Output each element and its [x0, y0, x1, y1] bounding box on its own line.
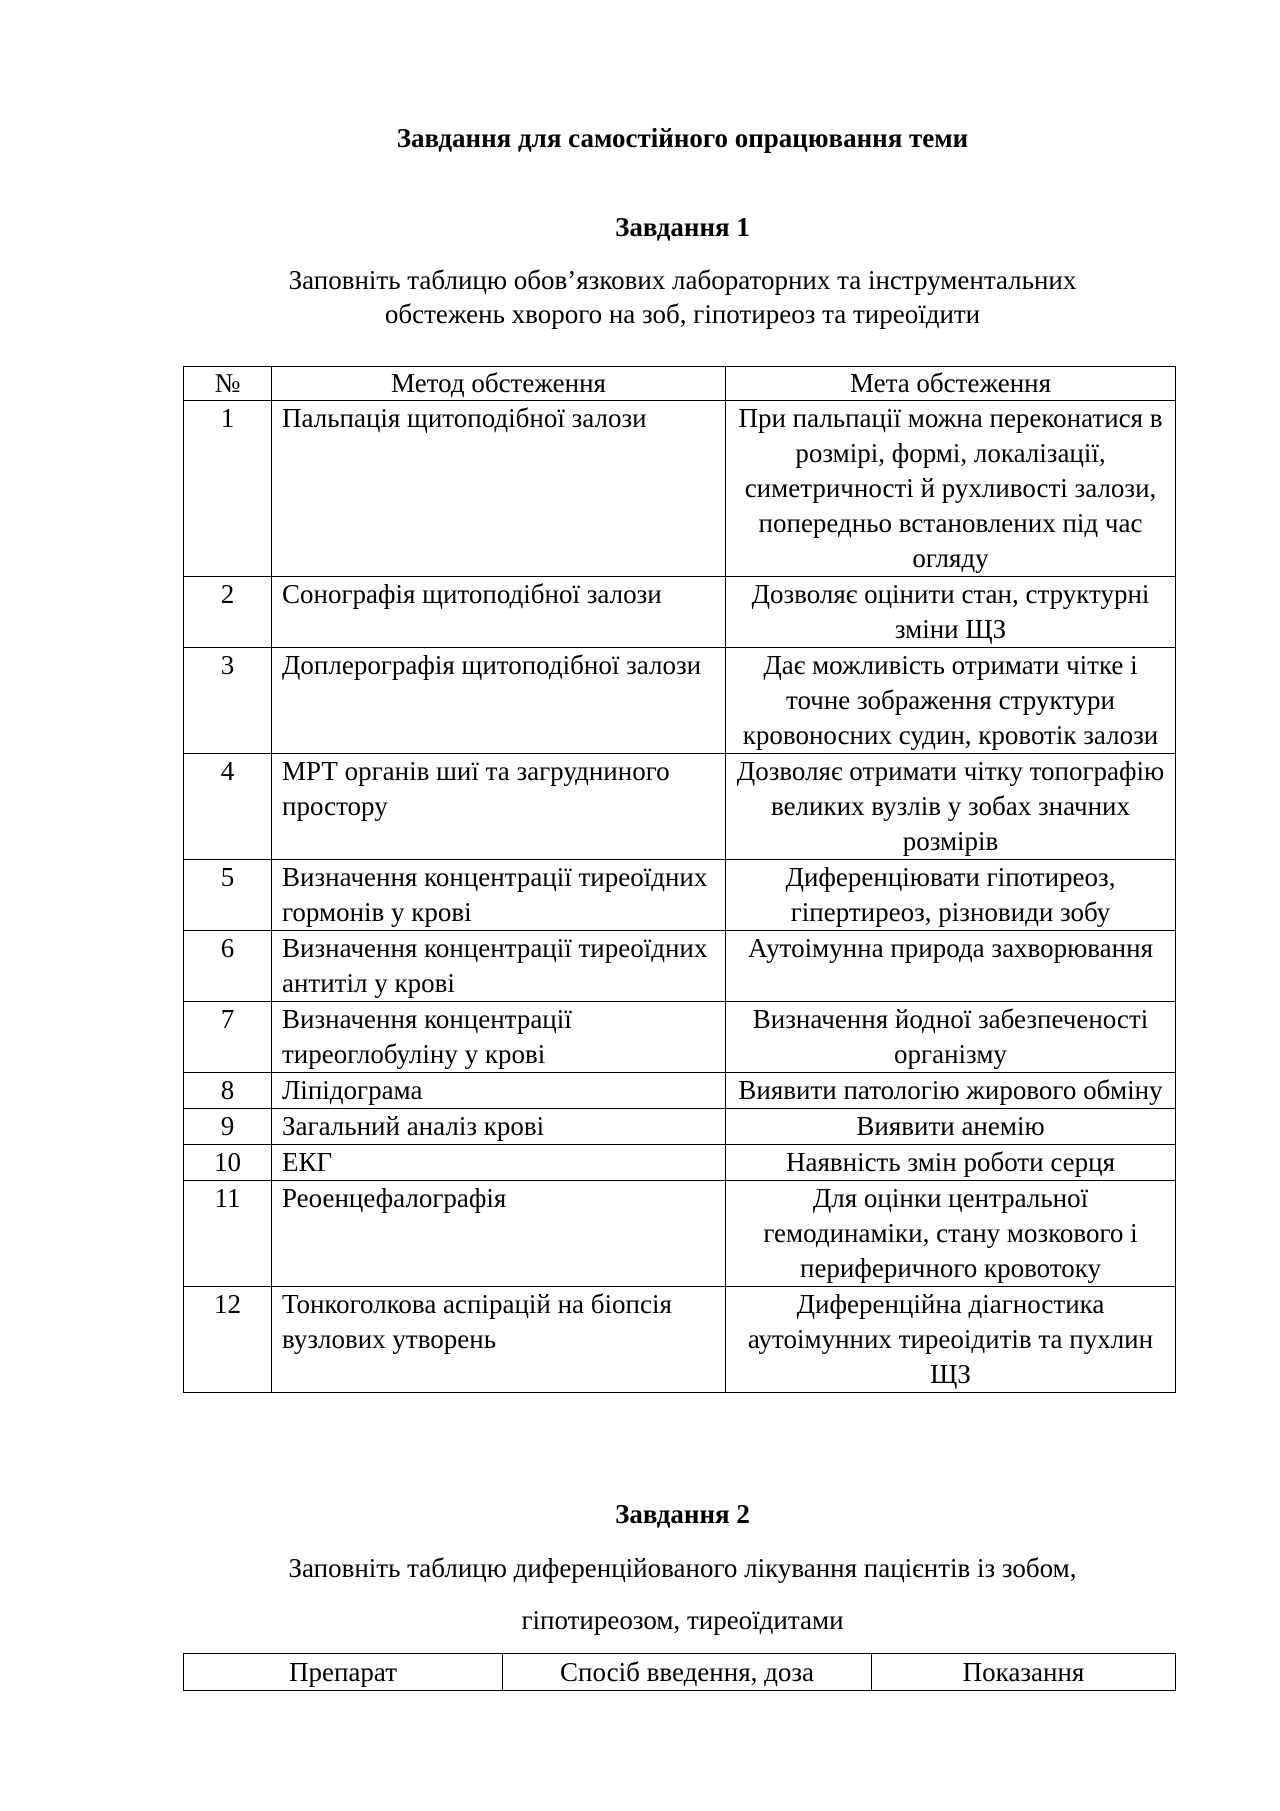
- table-row: [184, 401, 1176, 577]
- row-method: Пальпація щитоподібної залози: [272, 401, 726, 577]
- table-row: [184, 1145, 1176, 1181]
- row-method: Реоенцефалографія: [272, 1181, 726, 1287]
- task1-title: Завдання 1: [615, 212, 750, 242]
- task1-instruction-line1: Заповніть таблицю обов’язкових лабораторних та інструментальних: [288, 265, 1077, 295]
- row-method: Визначення концентрації тиреоїдних гормонів у крові: [272, 860, 726, 931]
- table-row: [184, 931, 1176, 1002]
- row-number: 5: [184, 860, 272, 931]
- header-dose: Спосіб введення, доза: [503, 1654, 872, 1691]
- row-goal: Виявити анемію: [726, 1109, 1176, 1145]
- row-goal: Наявність змін роботи серця: [726, 1145, 1176, 1181]
- header-method: Метод обстеження: [272, 367, 726, 401]
- task2-title: Завдання 2: [615, 1499, 750, 1529]
- page-title: Завдання для самостійного опрацювання теми: [396, 123, 969, 153]
- row-number: 12: [184, 1287, 272, 1393]
- task2-instruction-line1: Заповніть таблицю диференційованого лікування пацієнтів із зобом,: [288, 1553, 1077, 1583]
- row-method: Ліпідограма: [272, 1073, 726, 1109]
- row-number: 6: [184, 931, 272, 1002]
- header-drug: Препарат: [184, 1654, 503, 1691]
- row-number: 3: [184, 648, 272, 754]
- table-row: [184, 1181, 1176, 1287]
- treatment-table: [183, 1653, 1176, 1691]
- header-indication: Показання: [872, 1654, 1176, 1691]
- table-row: [184, 1002, 1176, 1073]
- table-row: [184, 860, 1176, 931]
- task2-instruction-line2: гіпотиреозом, тиреоїдитами: [521, 1605, 844, 1635]
- task1-instruction-line2: обстежень хворого на зоб, гіпотиреоз та тиреоїдити: [384, 299, 981, 329]
- row-number: 7: [184, 1002, 272, 1073]
- row-goal: Дозволяє отримати чітку топографію великих вузлів у зобах значних розмірів: [726, 754, 1176, 860]
- row-number: 10: [184, 1145, 272, 1181]
- table-row: [184, 1073, 1176, 1109]
- row-number: 11: [184, 1181, 272, 1287]
- row-method: Сонографія щитоподібної залози: [272, 577, 726, 648]
- row-goal: Виявити патологію жирового обміну: [726, 1073, 1176, 1109]
- row-goal: Дає можливість отримати чітке і точне зображення структури кровоносних судин, кровотік залози: [726, 648, 1176, 754]
- row-goal: Дозволяє оцінити стан, структурні зміни ЩЗ: [726, 577, 1176, 648]
- header-number: №: [184, 367, 272, 401]
- row-goal: При пальпації можна переконатися в розмірі, формі, локалізації, симетричності й рухливості залози, попередньо встановлених під час огляду: [726, 401, 1176, 577]
- row-goal: Аутоімунна природа захворювання: [726, 931, 1176, 1002]
- exam-table: [183, 366, 1176, 1393]
- row-goal: Диференціювати гіпотиреоз, гіпертиреоз, різновиди зобу: [726, 860, 1176, 931]
- table-row: [184, 648, 1176, 754]
- header-goal: Мета обстеження: [726, 367, 1176, 401]
- row-number: 4: [184, 754, 272, 860]
- row-number: 8: [184, 1073, 272, 1109]
- table-row: [184, 1109, 1176, 1145]
- row-number: 2: [184, 577, 272, 648]
- row-goal: Диференційна діагностика аутоімунних тиреоідитів та пухлин ЩЗ: [726, 1287, 1176, 1393]
- row-method: Доплерографія щитоподібної залози: [272, 648, 726, 754]
- table-header-row: [184, 1654, 1176, 1691]
- row-method: МРТ органів шиї та загрудниного простору: [272, 754, 726, 860]
- table-row: [184, 1287, 1176, 1393]
- table-row: [184, 577, 1176, 648]
- row-goal: Для оцінки центральної гемодинаміки, стану мозкового і периферичного кровотоку: [726, 1181, 1176, 1287]
- row-method: Загальний аналіз крові: [272, 1109, 726, 1145]
- row-method: Визначення концентрації тиреоїдних антитіл у крові: [272, 931, 726, 1002]
- row-method: ЕКГ: [272, 1145, 726, 1181]
- table-header-row: [184, 367, 1176, 401]
- table-row: [184, 754, 1176, 860]
- row-goal: Визначення йодної забезпеченості організму: [726, 1002, 1176, 1073]
- row-method: Визначення концентрації тиреоглобуліну у крові: [272, 1002, 726, 1073]
- row-number: 9: [184, 1109, 272, 1145]
- row-method: Тонкоголкова аспірацій на біопсія вузлових утворень: [272, 1287, 726, 1393]
- row-number: 1: [184, 401, 272, 577]
